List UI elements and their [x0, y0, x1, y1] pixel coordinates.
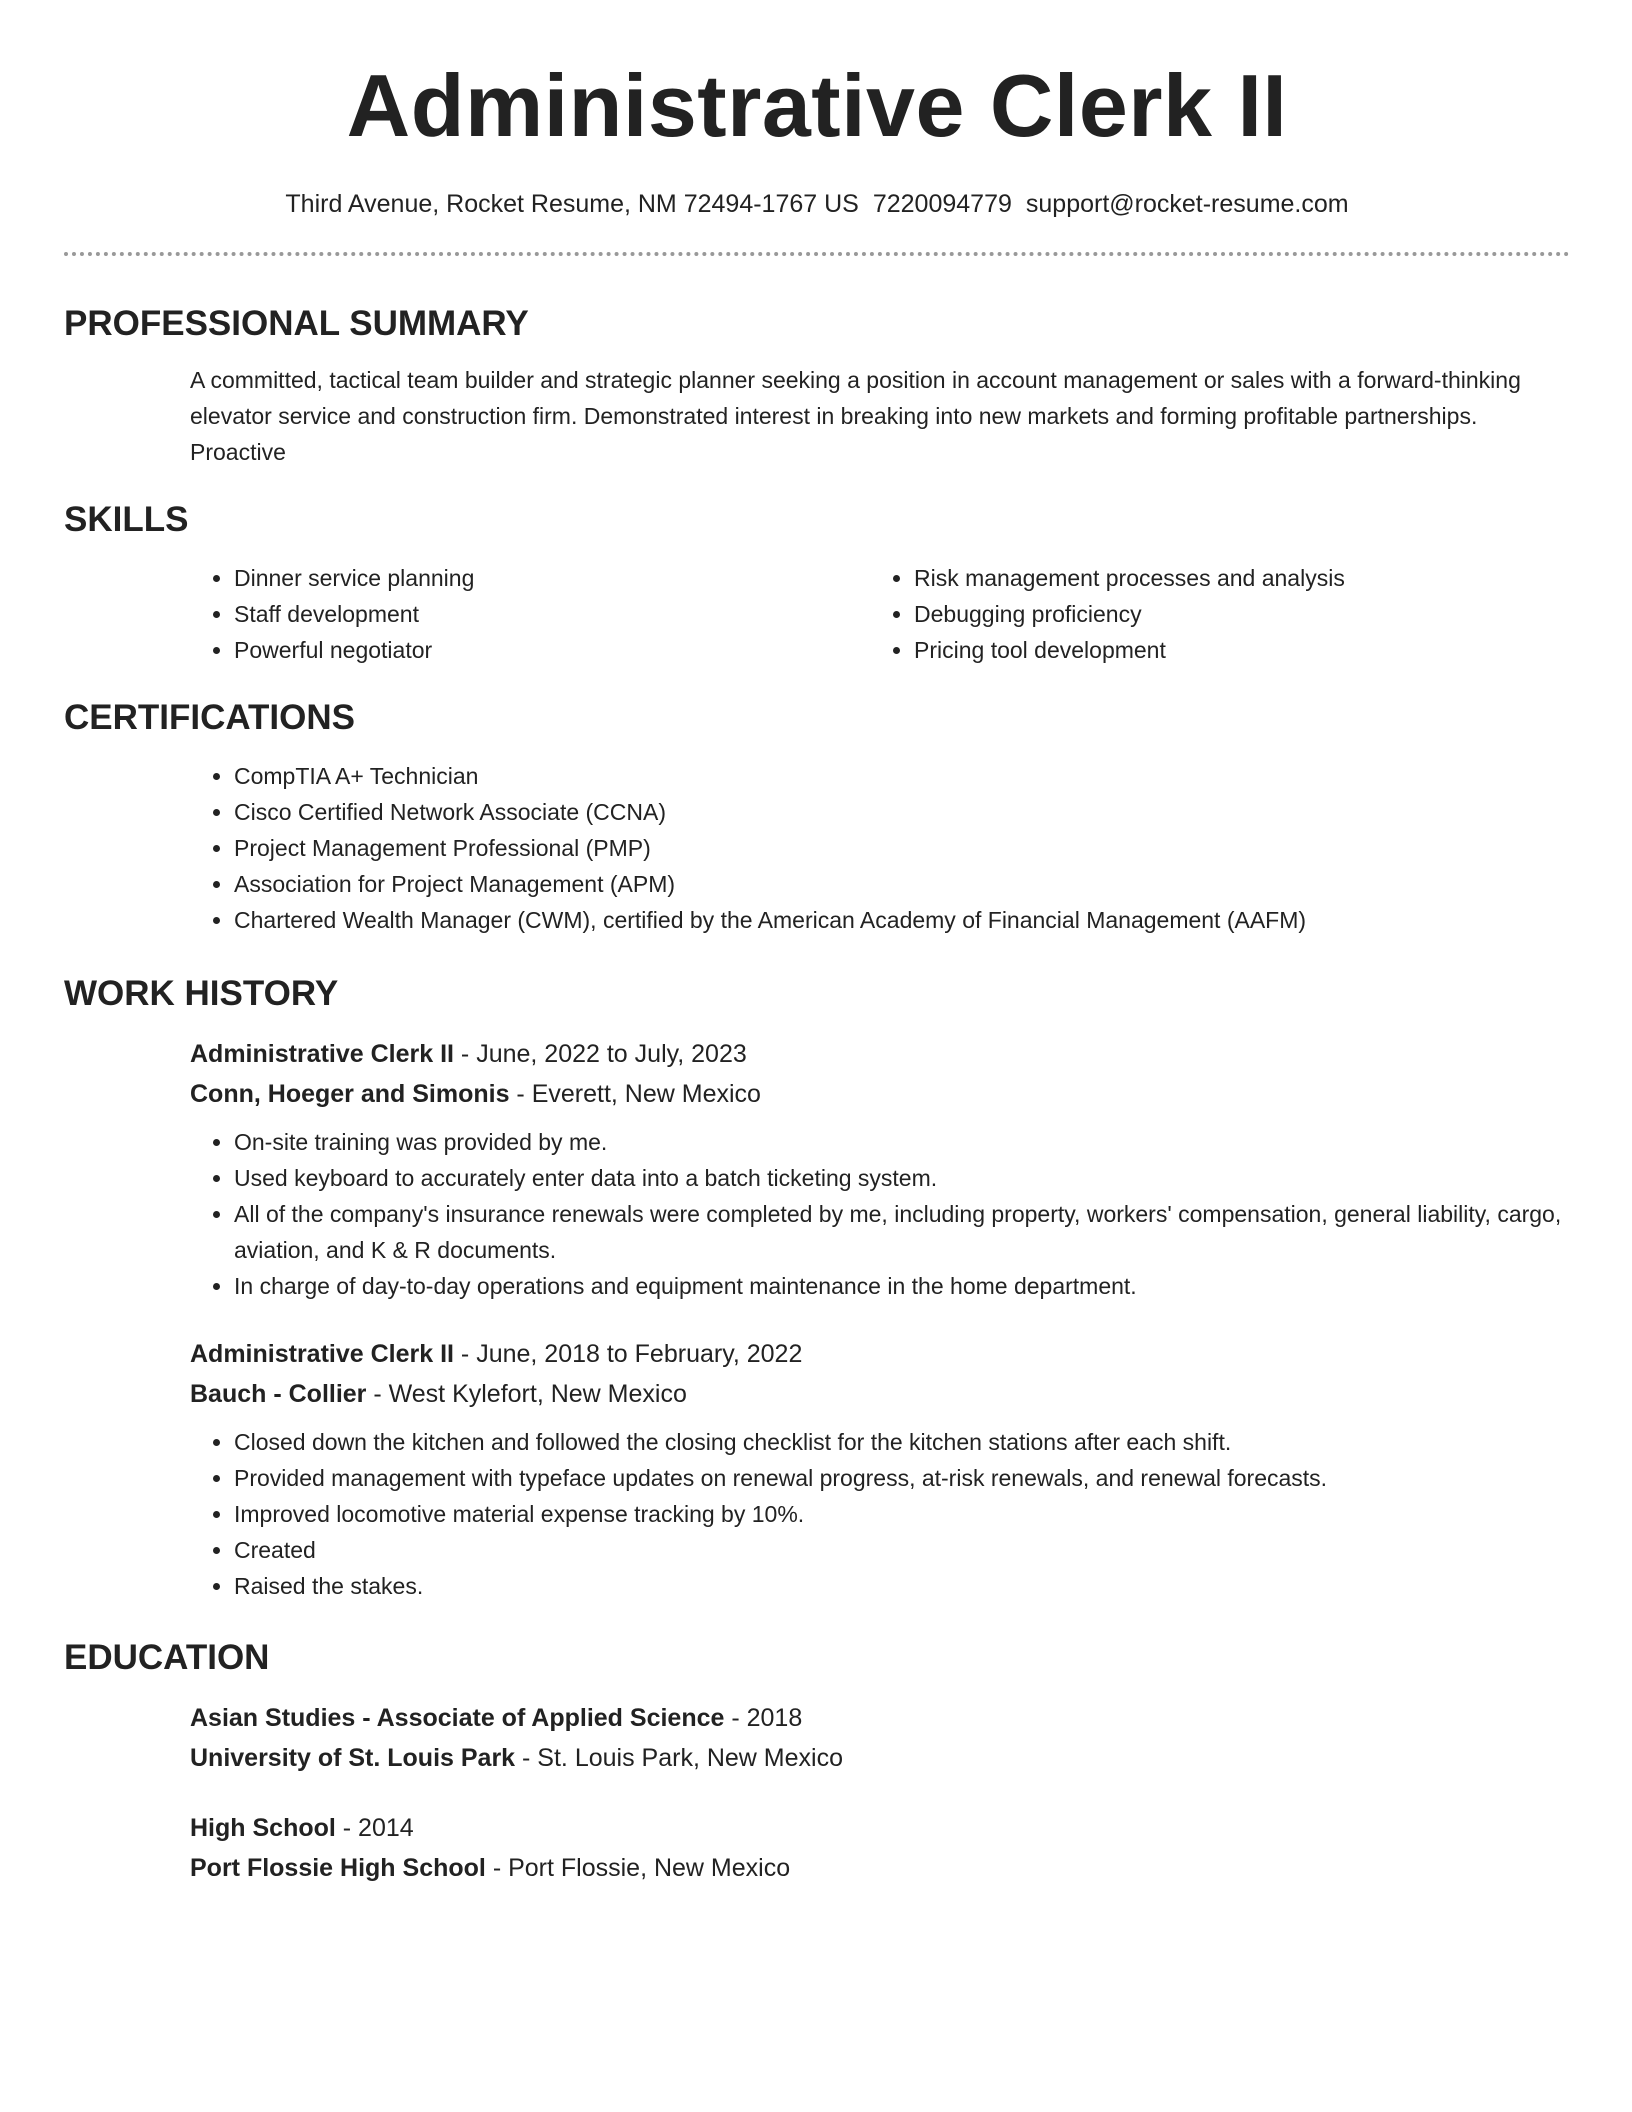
skills-column-right	[870, 560, 1550, 668]
skill-item: • Pricing tool development	[914, 632, 1550, 668]
certification-item: • Cisco Certified Network Associate (CCNA)	[234, 794, 1570, 830]
work-history-heading: WORK HISTORY	[64, 974, 339, 1013]
job-bullets	[190, 1424, 1570, 1604]
education-heading: EDUCATION	[64, 1638, 270, 1677]
education-degree: Asian Studies - Associate of Applied Science	[190, 1704, 725, 1732]
skill-item: • Staff development	[234, 596, 870, 632]
job-company-line	[190, 1374, 1570, 1414]
education-school-line	[190, 1738, 1570, 1778]
education-school-line	[190, 1848, 1570, 1888]
skills-heading: SKILLS	[64, 500, 189, 539]
education-school: University of St. Louis Park	[190, 1744, 516, 1772]
header-divider	[64, 252, 1570, 256]
contact-phone: 7220094779	[872, 190, 1012, 218]
education-year: - 2018	[724, 1704, 803, 1732]
summary-section	[64, 302, 1570, 470]
job-company: Bauch - Collier	[190, 1380, 367, 1408]
summary-text: A committed, tactical team builder and strategic planner seeking a position in account management or sales with a forward-thinking elevator service and construction firm. Demonstrated interest in breaking into new markets and forming profitable partnerships. Proactive	[190, 367, 1521, 465]
education-year: - 2014	[335, 1814, 414, 1842]
contact-address: Third Avenue, Rocket Resume, NM 72494-1767 US	[285, 190, 859, 218]
summary-heading: PROFESSIONAL SUMMARY	[64, 304, 529, 343]
education-location: - Port Flossie, New Mexico	[485, 1854, 791, 1882]
job-bullets	[190, 1124, 1570, 1304]
certification-item: • Association for Project Management (APM)	[234, 866, 1570, 902]
job-bullet: • Provided management with typeface updates on renewal progress, at-risk renewals, and renewal forecasts.	[234, 1460, 1570, 1496]
job-entry	[190, 1034, 1570, 1304]
certifications-list	[190, 758, 1570, 938]
education-degree-line	[190, 1808, 1570, 1848]
job-title-line	[190, 1334, 1570, 1374]
education-location: - St. Louis Park, New Mexico	[515, 1744, 843, 1772]
job-bullet: • In charge of day-to-day operations and equipment maintenance in the home department.	[234, 1268, 1570, 1304]
education-degree: High School	[190, 1814, 336, 1842]
certifications-heading: CERTIFICATIONS	[64, 698, 356, 737]
job-bullet: • On-site training was provided by me.	[234, 1124, 1570, 1160]
skill-item: • Dinner service planning	[234, 560, 870, 596]
skills-grid	[190, 560, 1570, 668]
job-bullet: • Created	[234, 1532, 1570, 1568]
job-bullet: • Raised the stakes.	[234, 1568, 1570, 1604]
contact-email: support@rocket-resume.com	[1025, 190, 1349, 218]
work-history-section	[64, 972, 1570, 1604]
resume-page	[64, 0, 1570, 1888]
education-degree-line	[190, 1698, 1570, 1738]
contact-line	[64, 188, 1570, 220]
certifications-section	[64, 696, 1570, 938]
job-entry	[190, 1334, 1570, 1604]
job-role: Administrative Clerk II	[190, 1340, 454, 1368]
education-school: Port Flossie High School	[190, 1854, 486, 1882]
education-section	[64, 1636, 1570, 1888]
certification-item: • CompTIA A+ Technician	[234, 758, 1570, 794]
job-bullet: • Improved locomotive material expense tracking by 10%.	[234, 1496, 1570, 1532]
job-bullet: • All of the company's insurance renewals were completed by me, including property, workers' compensation, general liability, cargo, aviation, and K & R documents.	[234, 1196, 1570, 1268]
job-bullet: • Closed down the kitchen and followed the closing checklist for the kitchen stations after each shift.	[234, 1424, 1570, 1460]
resume-name: Administrative Clerk II	[346, 56, 1288, 155]
skill-item: • Debugging proficiency	[914, 596, 1550, 632]
job-role: Administrative Clerk II	[190, 1040, 454, 1068]
education-entry	[190, 1808, 1570, 1888]
skill-item: • Powerful negotiator	[234, 632, 870, 668]
job-company: Conn, Hoeger and Simonis	[190, 1080, 510, 1108]
job-title-line	[190, 1034, 1570, 1074]
job-company-line	[190, 1074, 1570, 1114]
job-dates: - June, 2018 to February, 2022	[453, 1340, 803, 1368]
skill-item: • Risk management processes and analysis	[914, 560, 1550, 596]
education-entry	[190, 1698, 1570, 1778]
skills-column-left	[190, 560, 870, 668]
skills-section	[64, 498, 1570, 668]
job-location: - Everett, New Mexico	[509, 1080, 761, 1108]
certification-item: • Project Management Professional (PMP)	[234, 830, 1570, 866]
job-location: - West Kylefort, New Mexico	[366, 1380, 687, 1408]
job-dates: - June, 2022 to July, 2023	[453, 1040, 747, 1068]
job-bullet: • Used keyboard to accurately enter data into a batch ticketing system.	[234, 1160, 1570, 1196]
certification-item: • Chartered Wealth Manager (CWM), certified by the American Academy of Financial Management (AAFM)	[234, 902, 1570, 938]
